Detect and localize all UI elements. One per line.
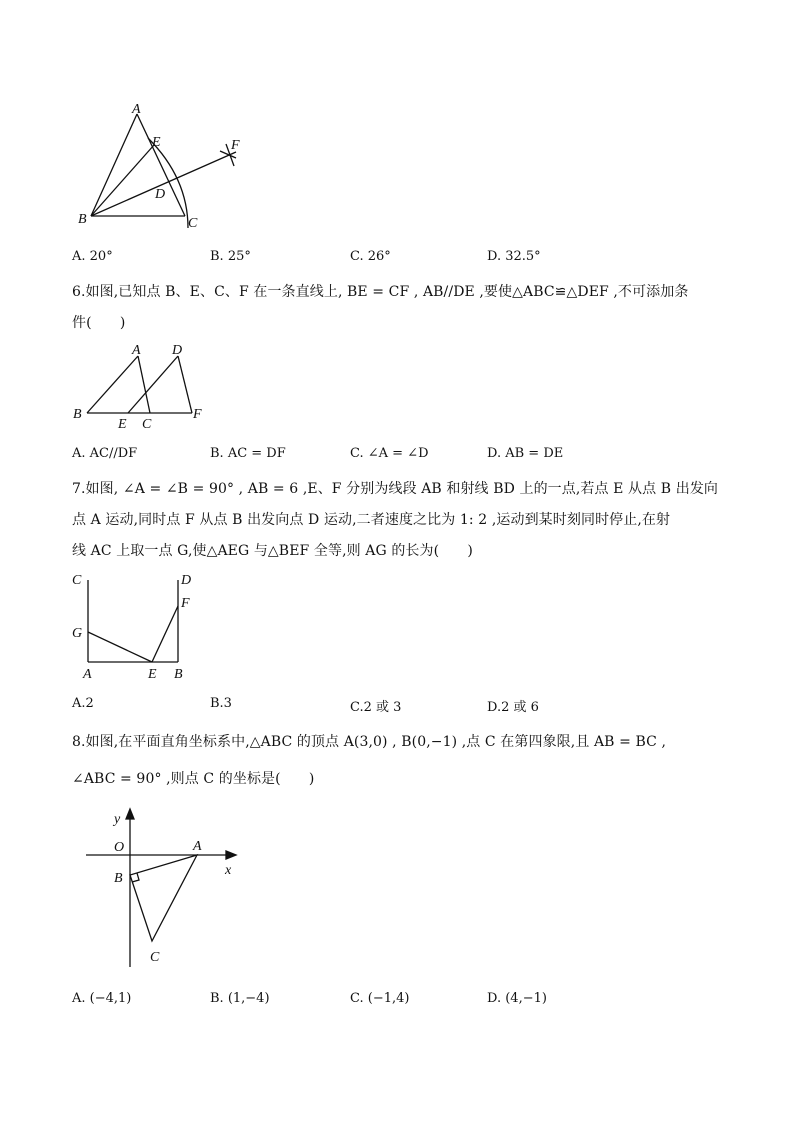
q6-label-a: A — [132, 343, 141, 358]
q8-triangle-abc — [130, 855, 197, 941]
q8-label-b: B — [114, 871, 123, 886]
q8-option-d: D. (4,−1) — [487, 991, 547, 1006]
q5-option-c: C. 26° — [350, 249, 391, 264]
q6-option-c: C. ∠A = ∠D — [350, 446, 429, 461]
q6-label-d: D — [172, 343, 183, 358]
q8-option-b: B. (1,−4) — [210, 991, 270, 1006]
q7-option-c: C.2 或 3 — [350, 700, 402, 715]
q6-segment-ba — [87, 356, 138, 413]
q8-y-axis-arrow — [126, 809, 134, 819]
q6-option-a: A. AC//DF — [72, 446, 138, 461]
q7-segment-ge — [88, 632, 152, 662]
q7-option-a: A.2 — [72, 696, 94, 711]
q6-segment-df — [178, 356, 192, 413]
q8-label-y: y — [114, 812, 121, 827]
q8-stem-line-2: ∠ABC = 90° ,则点 C 的坐标是( ) — [72, 771, 315, 787]
q6-label-c: C — [142, 417, 152, 432]
q7-label-d: D — [181, 573, 192, 588]
q6-stem-line-2: 件( ) — [72, 315, 126, 331]
q8-label-a: A — [193, 839, 202, 854]
q6-stem-line-1: 6.如图,已知点 B、E、C、F 在一条直线上, BE = CF , AB//DE ,要使△ABC≌△DEF ,不可添加条 — [72, 284, 689, 300]
q7-stem-line-3: 线 AC 上取一点 G,使△AEG 与△BEF 全等,则 AG 的长为( ) — [72, 543, 473, 559]
q6-label-b: B — [73, 407, 82, 422]
q5-segment-be — [91, 145, 154, 216]
q5-label-f: F — [231, 138, 240, 153]
q8-figure — [80, 805, 250, 975]
q6-option-b: B. AC = DF — [210, 446, 286, 461]
q8-label-c: C — [150, 950, 160, 965]
q8-option-c: C. (−1,4) — [350, 991, 410, 1006]
q5-figure — [70, 100, 260, 240]
q6-label-f: F — [193, 407, 202, 422]
q8-stem-line-1: 8.如图,在平面直角坐标系中,△ABC 的顶点 A(3,0) , B(0,−1) ,点 C 在第四象限,且 AB = BC , — [72, 734, 667, 750]
q6-figure — [70, 340, 220, 435]
q5-label-e: E — [152, 135, 161, 150]
q7-figure — [68, 568, 208, 683]
q6-label-e: E — [118, 417, 127, 432]
q7-option-d: D.2 或 6 — [487, 700, 539, 715]
q5-label-b: B — [78, 212, 87, 227]
q8-option-a: A. (−4,1) — [72, 991, 132, 1006]
q7-label-f: F — [181, 596, 190, 611]
q5-ray-bf — [91, 152, 236, 216]
q6-segment-ed — [128, 356, 178, 413]
q7-label-e: E — [148, 667, 157, 682]
q5-option-b: B. 25° — [210, 249, 251, 264]
q5-segment-ab — [91, 114, 137, 216]
q5-option-a: A. 20° — [72, 249, 113, 264]
q5-label-c: C — [188, 216, 198, 231]
q6-option-d: D. AB = DE — [487, 446, 564, 461]
q8-label-o: O — [114, 840, 125, 855]
q8-label-x: x — [225, 863, 232, 878]
q7-stem-line-2: 点 A 运动,同时点 F 从点 B 出发向点 D 运动,二者速度之比为 1: 2 ,运动到某时刻同时停止,在射 — [72, 512, 671, 528]
q7-label-g: G — [72, 626, 83, 641]
q7-stem-line-1: 7.如图, ∠A = ∠B = 90° , AB = 6 ,E、F 分别为线段 AB 和射线 BD 上的一点,若点 E 从点 B 出发向 — [72, 481, 719, 497]
q7-label-a: A — [83, 667, 92, 682]
q7-label-c: C — [72, 573, 82, 588]
q6-segment-ac — [138, 356, 150, 413]
q7-option-b: B.3 — [210, 696, 232, 711]
q5-label-d: D — [155, 187, 166, 202]
q7-segment-ef — [152, 606, 178, 662]
q5-label-a: A — [132, 102, 141, 117]
q8-x-axis-arrow — [226, 851, 236, 859]
q5-option-d: D. 32.5° — [487, 249, 541, 264]
q7-label-b: B — [174, 667, 183, 682]
